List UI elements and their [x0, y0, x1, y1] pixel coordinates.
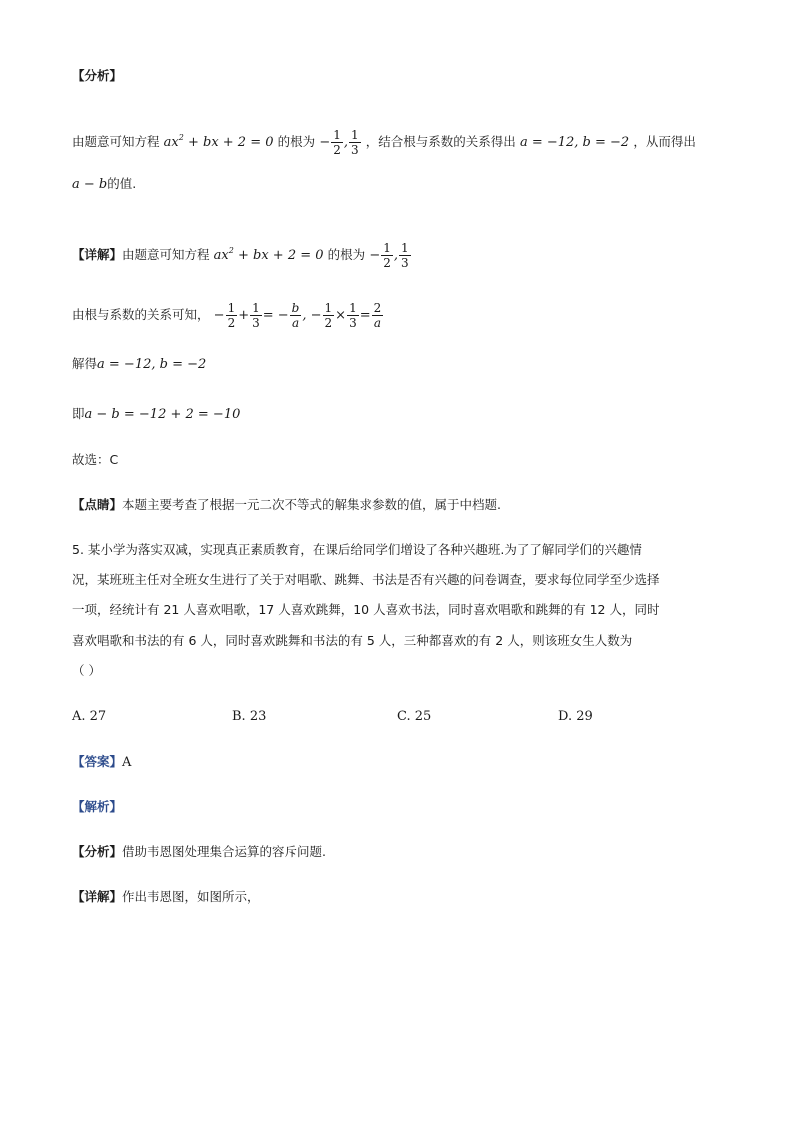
- fraction-one-half: $\frac{1}{2}$: [333, 128, 341, 157]
- question-line: （ ）: [72, 663, 101, 678]
- compute-line: [72, 405, 240, 424]
- point-line: [72, 496, 501, 515]
- answer-heading: 【答案】: [72, 754, 123, 769]
- detail5-line: [72, 888, 260, 907]
- analysis-text: ，结合根与系数的关系得出: [365, 134, 516, 149]
- answer-line: [72, 753, 131, 772]
- compute-expression: a − b = −12 + 2 = −10: [84, 407, 241, 422]
- explain-heading: 【解析】: [72, 799, 123, 814]
- compute-text: 即: [72, 406, 85, 421]
- detail-text: 由题意可知方程: [122, 247, 210, 262]
- analysis-paragraph-line: [72, 128, 696, 157]
- fraction-one-third: $\frac{1}{3}$: [351, 128, 359, 157]
- equation: $ax^2$ + bx + 2 = 0: [213, 246, 324, 263]
- vieta-line: [72, 301, 384, 330]
- analysis-text: 的值.: [107, 176, 137, 191]
- solve-text: 解得: [72, 356, 98, 371]
- analysis-heading: 【分析】: [72, 844, 123, 859]
- option-c[interactable]: C. 25: [397, 709, 432, 724]
- analysis-heading: 【分析】: [72, 68, 123, 83]
- roots-expression: − $\frac{1}{2}$ , $\frac{1}{3}$: [319, 128, 359, 157]
- detail-heading: 【详解】: [72, 889, 123, 904]
- choice-line: 故选：C: [72, 452, 119, 467]
- solve-line: [72, 355, 206, 374]
- ab-values: a = −12, b = −2: [97, 357, 207, 372]
- detail-text: 作出韦恩图，如图所示，: [122, 889, 260, 904]
- fraction-one-third: $\frac{1}{3}$: [401, 241, 409, 270]
- analysis-text: 由题意可知方程: [72, 134, 160, 149]
- ab-values: a = −12, b = −2: [519, 135, 630, 150]
- options-row: [72, 708, 672, 726]
- answer-value: A: [122, 755, 132, 770]
- question-line: 况，某班班主任对全班女生进行了关于对唱歌、跳舞、书法是否有兴趣的问卷调查，要求每位同学至少选择: [72, 572, 660, 587]
- detail-text: 的根为: [327, 247, 366, 262]
- analysis-text: 的根为: [277, 134, 316, 149]
- analysis-text: ，从而得出: [633, 134, 696, 149]
- option-b[interactable]: B. 23: [232, 709, 267, 724]
- point-heading: 【点睛】: [72, 497, 123, 512]
- vieta-text: 由根与系数的关系可知，: [72, 307, 210, 322]
- analysis-text: 借助韦恩图处理集合运算的容斥问题.: [122, 844, 326, 859]
- a-minus-b: a − b: [72, 177, 108, 192]
- equation: $ax^2$ + bx + 2 = 0: [163, 133, 274, 150]
- question-line: 一项，经统计有 21 人喜欢唱歌，17 人喜欢跳舞，10 人喜欢书法，同时喜欢唱歌和跳舞的有 12 人，同时: [72, 602, 660, 617]
- option-a[interactable]: A. 27: [72, 709, 107, 724]
- detail-paragraph-line: [72, 241, 412, 270]
- option-d[interactable]: D. 29: [558, 709, 593, 724]
- roots-expression: − $\frac{1}{2}$ , $\frac{1}{3}$: [369, 241, 409, 270]
- fraction-one-half: $\frac{1}{2}$: [383, 241, 391, 270]
- point-text: 本题主要考查了根据一元二次不等式的解集求参数的值，属于中档题.: [122, 497, 501, 512]
- question-line: 5. 某小学为落实双减，实现真正素质教育，在课后给同学们增设了各种兴趣班.为了了解同学们的兴趣情: [72, 542, 642, 557]
- analysis5-line: [72, 843, 326, 862]
- detail-heading: 【详解】: [72, 247, 123, 262]
- vieta-expression: − $\frac{1}{2}$ + $\frac{1}{3}$ = − $\frac{b}{a}$ , − $\frac{1}{2}$ × $\frac{1}{3}$ = $\frac{2}{a}$: [213, 301, 382, 330]
- analysis-paragraph-line: [72, 175, 136, 194]
- question-line: 喜欢唱歌和书法的有 6 人，同时喜欢跳舞和书法的有 5 人，三种都喜欢的有 2 人，则该班女生人数为: [72, 633, 633, 648]
